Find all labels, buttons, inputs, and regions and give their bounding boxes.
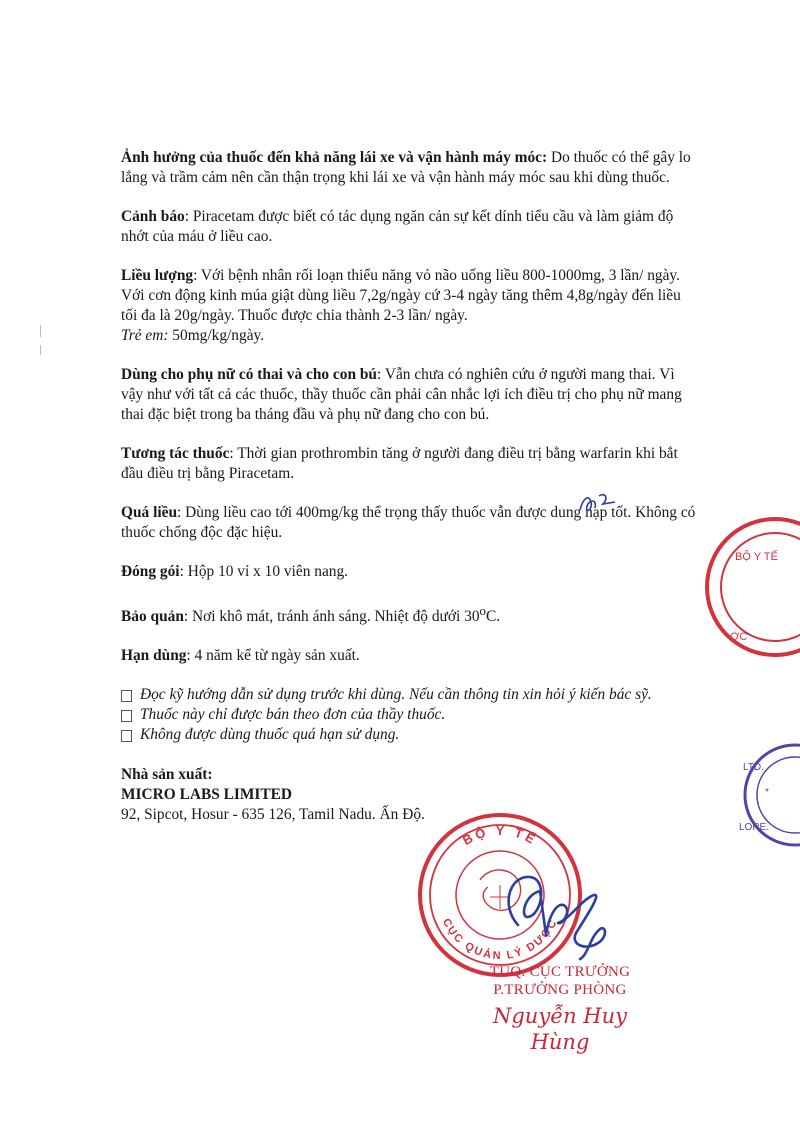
section-text-after: C. [485, 608, 501, 626]
note-item [121, 725, 696, 745]
signature-scribble [490, 855, 620, 965]
section-dosage [121, 266, 696, 346]
note-text: Không được dùng thuốc quá hạn sử dụng. [140, 726, 400, 744]
section-warning [121, 207, 696, 247]
section-heading: Tương tác thuốc [121, 445, 230, 462]
checkbox-icon [121, 710, 132, 722]
section-expiry [121, 646, 696, 666]
section-heading: Hạn dùng [121, 647, 187, 665]
svg-text:*: * [765, 787, 769, 798]
manufacturer-label: Nhà sản xuất: [121, 766, 213, 784]
section-text: : Với bệnh nhân rối loạn thiểu năng vỏ não uống liều 800-1000mg, 3 lần/ ngày. Với cơn động kinh múa giật dùng liều 7,2g/ngày cứ 3-4 ngày tăng thêm 4,8g/ngày đến liều tối đa là 20g/ngày. Thuốc được chia thành 2-3 lần/ ngày. [121, 267, 681, 324]
initials-mark [575, 488, 625, 518]
svg-text:LTD.: LTD. [743, 762, 764, 773]
manufacturer-name: MICRO LABS LIMITED [121, 786, 293, 804]
section-heading: Quá liều [121, 504, 178, 521]
checkbox-icon [121, 690, 132, 702]
section-heading: Bảo quản [121, 608, 184, 626]
leaflet-body [121, 148, 696, 825]
partial-red-stamp [690, 512, 800, 662]
section-text: : Thời gian prothrombin tăng ở người đang điều trị bằng warfarin khi bắt đầu điều trị bằng Piracetam. [121, 445, 678, 482]
section-text: : Nơi khô mát, tránh ánh sáng. Nhiệt độ dưới 30 [183, 608, 480, 626]
children-label: Trẻ em: [121, 327, 169, 344]
section-text: : Piracetam được biết có tác dụng ngăn cản sự kết dính tiểu cầu và làm giảm độ nhớt của máu ở liều cao. [121, 208, 674, 245]
section-heading: Ảnh hưởng của thuốc đến khả năng lái xe và vận hành máy móc: [121, 149, 548, 166]
svg-text:BỘ Y TẾ: BỘ Y TẾ [735, 551, 778, 563]
svg-text:BỘ Y TẾ [460, 823, 540, 848]
note-text: Thuốc này chỉ được bán theo đơn của thầy thuốc. [140, 706, 446, 724]
manufacturer-address: 92, Sipcot, Hosur - 635 126, Tamil Nadu. Ấn Độ. [121, 806, 425, 824]
signer-title-line1: TUQ. CỤC TRƯỞNG [489, 964, 631, 980]
svg-text:ỢC: ỢC [730, 631, 748, 643]
signature-block [470, 963, 650, 1055]
note-item [121, 705, 696, 725]
signer-name: Nguyễn Huy Hùng [492, 1004, 628, 1054]
signer-title-line2: P.TRƯỞNG PHÒNG [493, 982, 627, 998]
section-text: : Hộp 10 vỉ x 10 viên nang. [179, 563, 349, 580]
notes-list [121, 685, 696, 745]
stamp-top-text: BỘ Y TẾ [459, 822, 541, 849]
children-dose: 50mg/kg/ngày. [168, 327, 265, 344]
svg-text:LORE.: LORE. [739, 822, 770, 833]
section-interactions [121, 444, 696, 484]
section-heading: Đóng gói [121, 563, 180, 580]
section-heading: Dùng cho phụ nữ có thai và cho con bú [121, 366, 377, 383]
section-heading: Cảnh báo [121, 208, 185, 225]
section-packaging [121, 562, 696, 582]
section-text: : Vẫn chưa có nghiên cứu ở người mang thai. Vì vậy như với tất cả các thuốc, thầy thuốc cần phải cân nhắc lợi ích điều trị cho phụ nữ mang thai đặc biệt trong ba tháng đầu và phụ nữ đang cho con bú. [121, 366, 682, 423]
manufacturer-block [121, 765, 696, 825]
note-item [121, 685, 696, 705]
scan-edge-mark [40, 325, 41, 337]
section-text: : Dùng liều cao tới 400mg/kg thể trọng thấy thuốc vẫn được dung nạp tốt. Không có thuốc chống độc đặc hiệu. [121, 504, 696, 541]
checkbox-icon [121, 730, 132, 742]
section-text: Do thuốc có thể gây lo lắng và trầm cảm nên cần thận trọng khi lái xe và vận hành máy móc sau khi dùng thuốc. [121, 149, 691, 186]
partial-blue-stamp [715, 740, 800, 850]
section-text: : 4 năm kể từ ngày sản xuất. [186, 647, 360, 665]
section-pregnancy [121, 365, 696, 425]
scan-edge-mark [40, 345, 41, 355]
section-storage [121, 601, 696, 627]
degree-sup: o [479, 604, 486, 618]
section-driving [121, 148, 696, 188]
section-heading: Liều lượng [121, 267, 194, 284]
note-text: Đọc kỹ hướng dẫn sử dụng trước khi dùng. Nếu cần thông tin xin hỏi ý kiến bác sỹ. [140, 686, 652, 704]
stamp-bottom-text: CỤC QUẢN LÝ DƯỢC [439, 916, 561, 963]
